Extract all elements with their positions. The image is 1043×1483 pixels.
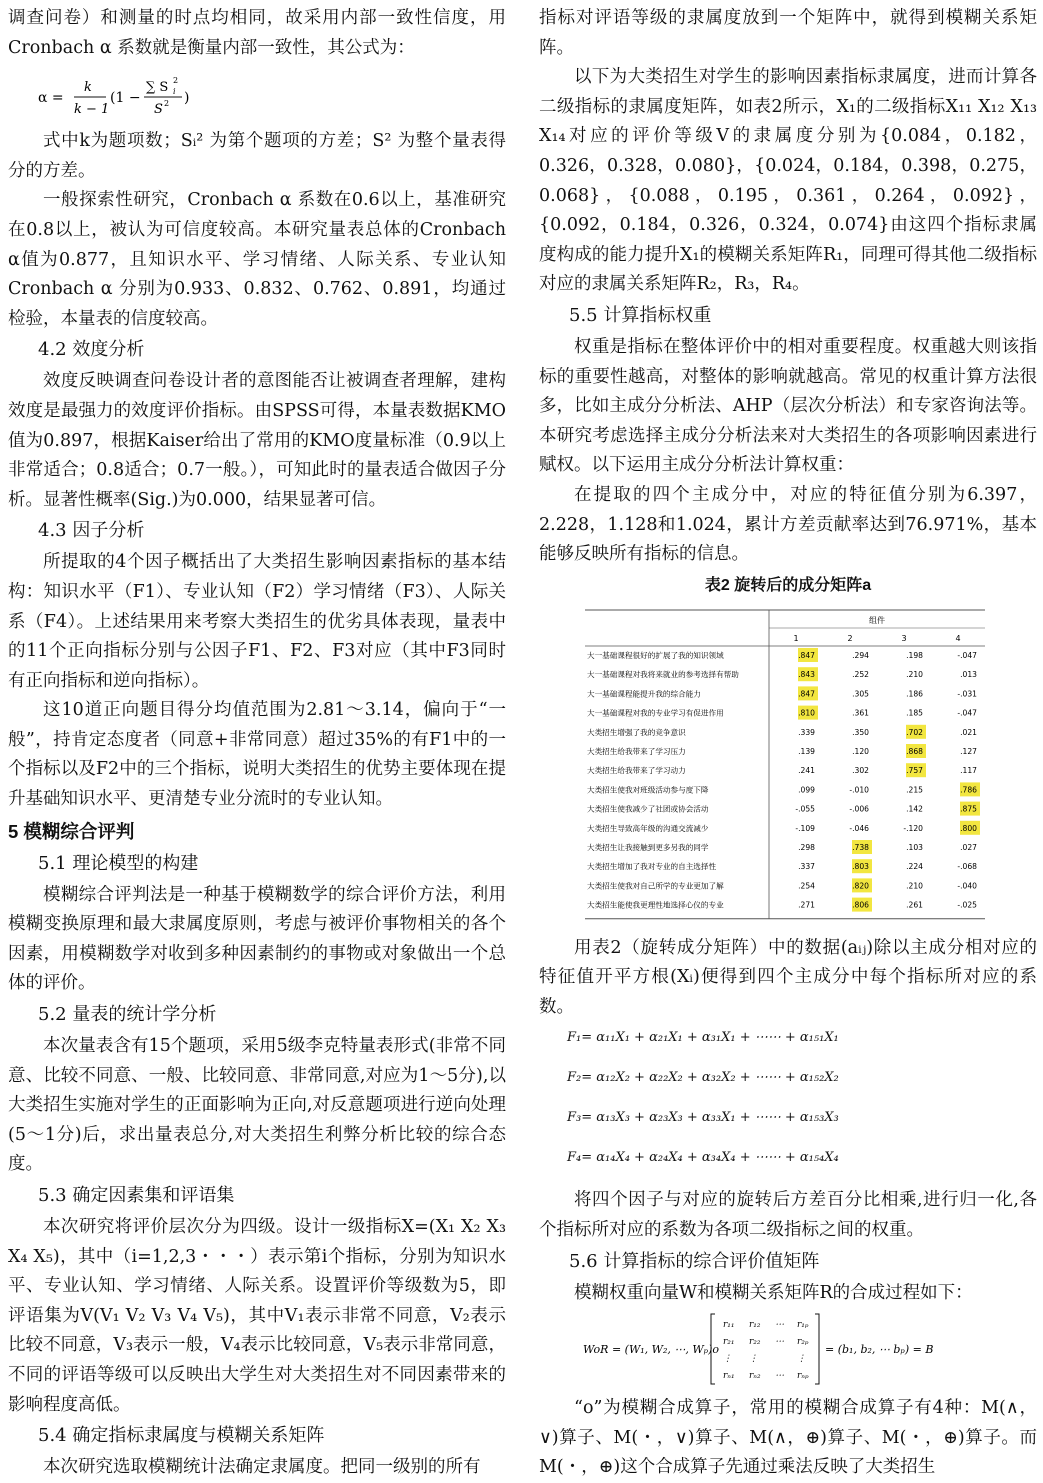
formula-paren-close: ) — [184, 90, 190, 107]
formula-paren-open: (1 − — [110, 90, 141, 107]
table-cell: .806 — [852, 900, 869, 910]
table-cell: .738 — [852, 842, 869, 852]
table-cell: .350 — [852, 727, 869, 737]
matrix-cell: ⋯ — [775, 1371, 784, 1382]
paragraph: 式中k为题项数；Sᵢ² 为第个题项的方差；S² 为整个量表得分的方差。 — [8, 131, 506, 181]
table-cell: -.068 — [957, 861, 977, 871]
chapter-heading: 5 模糊综合评判 — [8, 820, 135, 842]
table-cell: .021 — [960, 727, 977, 737]
table-column-header: 4 — [955, 633, 961, 643]
table-row-label: 大类招生让我接触到更多另我的同学 — [587, 842, 709, 852]
table-cell: .117 — [960, 765, 977, 775]
table-cell: .847 — [798, 689, 815, 699]
table-cell: .875 — [960, 804, 977, 814]
table-row-label: 大一基础课程对我将来就业的参考选择有帮助 — [587, 669, 739, 679]
table-cell: .843 — [798, 669, 815, 679]
table-cell: -.109 — [795, 823, 815, 833]
table-cell: .847 — [798, 650, 815, 660]
table-cell: .215 — [906, 785, 923, 795]
matrix-cell: r₂ₚ — [797, 1337, 809, 1348]
table-cell: .820 — [852, 881, 869, 891]
section-heading: 5.4 确定指标隶属度与模糊关系矩阵 — [38, 1425, 325, 1447]
table-row-label: 大一基础课程很好的扩展了我的知识领域 — [587, 650, 724, 660]
matrix-cell: ⋮ — [723, 1354, 732, 1365]
table-cell: .241 — [798, 765, 815, 775]
matrix-cell: r₂₂ — [749, 1337, 761, 1348]
table-cell: -.025 — [957, 900, 977, 910]
table-cell: -.055 — [795, 804, 815, 814]
table-cell: .185 — [906, 708, 923, 718]
matrix-cell: rₙ₁ — [723, 1371, 735, 1382]
table-cell: .210 — [906, 881, 923, 891]
table-cell: .013 — [960, 669, 977, 679]
table-cell: .224 — [906, 861, 923, 871]
svg-text:2: 2 — [164, 99, 170, 109]
paragraph: 模糊权重向量W和模糊关系矩阵R的合成过程如下： — [574, 1282, 973, 1303]
paragraph: 一般探索性研究，Cronbach α 系数在0.6以上，基准研究在0.8以上，被认为可信度较高。本研究量表总体的Cronbach α值为0.877，且知识水平、学习情绪、人际关系、专业认知Cronbach α 分别为0.933、0.832、0.762、0.891，均通过检验，本量表的信度较高。 — [8, 190, 506, 329]
table-cell: .027 — [960, 842, 977, 852]
section-heading: 5.1 理论模型的构建 — [38, 852, 199, 874]
matrix-lhs: WoR = (W₁, W₂, ⋯, Wₚ)o — [583, 1343, 719, 1357]
matrix-cell: ⋯ — [775, 1320, 784, 1331]
cronbach-formula — [8, 63, 506, 127]
table-row-label: 大一基础课程对我的专业学习有促进作用 — [587, 708, 724, 718]
table-cell: .337 — [798, 861, 815, 871]
paragraph: 用表2（旋转成分矩阵）中的数据(aᵢⱼ)除以主成分相对应的特征值开平方根(Xᵢ)便得到四个主成分中每个指标所对应的系数。 — [539, 937, 1037, 1017]
table-row-label: 大类招生增强了我的竞争意识 — [587, 727, 686, 737]
composition-formula-svg — [539, 1310, 1037, 1388]
svg-text:2: 2 — [173, 76, 179, 86]
table-row-label: 大类招生给我带来了学习压力 — [587, 746, 686, 756]
table-row-label: 大类招生使我对班级活动参与度下降 — [587, 785, 709, 795]
section-heading: 5.2 量表的统计学分析 — [38, 1004, 217, 1026]
matrix-cell: r₁₁ — [723, 1320, 735, 1331]
matrix-cell: ⋮ — [797, 1354, 806, 1365]
formula-k: k — [84, 80, 92, 96]
table-cell: .339 — [798, 727, 815, 737]
table-cell: .803 — [852, 861, 869, 871]
paragraph: “o”为模糊合成算子，常用的模糊合成算子有4种：M(∧，∨)算子、M(・，∨)算子、M(∧，⊕)算子、M(・，⊕)算子。而M(・，⊕)这个合成算子先通过乘法反映了大类招生 — [539, 1398, 1037, 1478]
paragraph: 调查问卷）和测量的时点均相同，故采用内部一致性信度，用Cronbach α 系数就是衡量内部一致性，其公式为： — [8, 8, 506, 58]
table-row-label: 大类招生给我带来了学习动力 — [587, 765, 686, 775]
table-cell: .198 — [906, 650, 923, 660]
table-cell: .261 — [906, 900, 923, 910]
table-column-header: 2 — [847, 633, 853, 643]
paragraph: 指标对评语等级的隶属度放到一个矩阵中，就得到模糊关系矩阵。 — [539, 8, 1037, 58]
paragraph: 权重是指标在整体评价中的相对重要程度。权重越大则该指标的重要性越高，对整体的影响就越高。常见的权重计算方法很多，比如主成分分析法、AHP（层次分析法）和专家咨询法等。本研究考虑选择主成分分析法来对大类招生的各项影响因素进行赋权。以下运用主成分分析法计算权重： — [539, 336, 1037, 476]
paragraph: 本次研究将评价层次分为四级。设计一级指标X=(X₁ X₂ X₃ X₄ X₅)，其中（i=1,2,3・・・）表示第i个指标，分别为知识水平、专业认知、学习情绪、人际关系。设置评价等级数为5，即评语集为V(V₁ V₂ V₃ V₄ V₅)，其中V₁表示非常不同意，V₂表示比较不同意，V₃表示一般，V₄表示比较同意，V₅表示非常同意，不同的评语等级可以反映出大学生对大类招生对不同因素带来的影响程度高低。 — [8, 1217, 506, 1415]
table-cell: .305 — [852, 689, 869, 699]
equation-f3: F₃= α₁₃X₃ + α₂₃X₃ + α₃₃X₁ + ⋯⋯ + α₁₅₃X₃ — [567, 1110, 839, 1126]
paragraph: 将四个因子与对应的旋转后方差百分比相乘,进行归一化,各个指标所对应的系数为各项二级指标之间的权重。 — [539, 1190, 1037, 1241]
table-cell: -.006 — [849, 804, 869, 814]
table-cell: .127 — [960, 746, 977, 756]
paragraph: 在提取的四个主成分中，对应的特征值分别为6.397，2.228，1.128和1.024，累计方差贡献率达到76.971%，基本能够反映所有指标的信息。 — [539, 484, 1037, 565]
table-row-label: 大类招生使我对自己所学的专业更加了解 — [587, 881, 724, 891]
svg-text:i: i — [173, 87, 176, 97]
section-heading: 4.3 因子分析 — [38, 520, 145, 542]
table-row-label: 大类招生导致高年级的沟通交流减少 — [587, 823, 709, 833]
table-cell: .252 — [852, 669, 869, 679]
equation-f2: F₂= α₁₂X₂ + α₂₂X₂ + α₃₂X₂ + ⋯⋯ + α₁₅₂X₂ — [567, 1070, 839, 1086]
section-heading: 5.5 计算指标权重 — [569, 304, 712, 326]
section-heading: 5.3 确定因素集和评语集 — [38, 1185, 235, 1206]
table-title: 表2 旋转后的成分矩阵a — [704, 576, 872, 594]
table-group-header: 组件 — [869, 615, 885, 625]
factor-equations — [539, 1022, 1037, 1186]
table-cell: .103 — [906, 842, 923, 852]
table-cell: .120 — [852, 746, 869, 756]
matrix-rhs: = (b₁, b₂, ⋯ bₚ) = B — [825, 1343, 934, 1357]
formula-sum: ∑ S — [146, 80, 169, 96]
paragraph: 本次研究选取模糊统计法确定隶属度。把同一级别的所有 — [43, 1457, 481, 1478]
table-cell: .786 — [960, 785, 977, 795]
left-column — [8, 4, 506, 1483]
table-cell: .099 — [798, 785, 815, 795]
matrix-cell: r₁ₚ — [797, 1320, 809, 1331]
table-cell: .810 — [798, 708, 815, 718]
formula-lhs: α = — [38, 90, 64, 107]
table-cell: .294 — [852, 650, 869, 660]
table-svg — [585, 604, 985, 934]
table-cell: -.047 — [957, 708, 977, 718]
table-cell: -.040 — [957, 881, 977, 891]
matrix-cell: r₂₁ — [723, 1337, 735, 1348]
composition-formula — [539, 1310, 1037, 1388]
table-cell: .254 — [798, 881, 815, 891]
table-cell: .302 — [852, 765, 869, 775]
table-cell: .186 — [906, 689, 923, 699]
table-cell: -.047 — [957, 650, 977, 660]
table-row-label: 大类招生能使我更理性地选择心仪的专业 — [587, 900, 724, 910]
rotated-component-matrix-table — [585, 604, 985, 934]
right-column — [539, 4, 1037, 1483]
matrix-cell: ⋮ — [749, 1354, 758, 1365]
matrix-cell: r₁₂ — [749, 1320, 761, 1331]
matrix-bracket-right — [815, 1314, 819, 1384]
table-cell: .361 — [852, 708, 869, 718]
paragraph: 以下为大类招生对学生的影响因素指标隶属度，进而计算各二级指标的隶属度矩阵，如表2所示，X₁的二级指标X₁₁ X₁₂ X₁₃ X₁₄对应的评价等级V的隶属度分别为{0.084，0.182，0.326，0.328，0.080}，{0.024，0.184，0.398，0.275，0.068}，{0.088，0.195，0.361，0.264，0.092}，{0.092，0.184，0.326，0.324，0.074}由这四个指标隶属度构成的能力提升X₁的模糊关系矩阵R₁，同理可得其他二级指标对应的隶属关系矩阵R₂，R₃，R₄。 — [539, 67, 1037, 295]
table-cell: .757 — [906, 765, 923, 775]
paragraph: 模糊综合评判法是一种基于模糊数学的综合评价方法，利用模糊变换原理和最大隶属度原则，考虑与被评价事物相关的各个因素，用模糊数学对收到多种因素制约的事物或对象做出一个总体的评价。 — [8, 884, 506, 994]
formula-s2: S — [154, 102, 163, 118]
table-cell: .210 — [906, 669, 923, 679]
table-cell: .702 — [906, 727, 923, 737]
table-cell: -.120 — [903, 823, 923, 833]
cronbach-formula-svg — [38, 69, 298, 125]
formula-k-minus-1: k − 1 — [74, 102, 110, 118]
equation-f4: F₄= α₁₄X₄ + α₂₄X₄ + α₃₄X₄ + ⋯⋯ + α₁₅₄X₄ — [567, 1150, 839, 1166]
paragraph: 这10道正向题目得分均值范围为2.81～3.14，偏向于“一般”，持肯定态度者（同意+非常同意）超过35%的有F1中的一个指标以及F2中的三个指标，说明大类招生的优势主要体现在提升基础知识水平、更清楚专业分流时的专业认知。 — [8, 700, 506, 810]
table-row-label: 大类招生使我减少了社团或协会活动 — [587, 804, 709, 814]
table-cell: .800 — [960, 823, 977, 833]
table-cell: -.010 — [849, 785, 869, 795]
paragraph: 效度反映调查问卷设计者的意图能否让被调查者理解，建构效度是最强力的效度评价指标。由SPSS可得，本量表数据KMO值为0.897，根据Kaiser给出了常用的KMO度量标准（0.9以上非常适合；0.8适合；0.7一般。），可知此时的量表适合做因子分析。显著性概率(Sig.)为0.000，结果显著可信。 — [8, 371, 506, 510]
table-row-label: 大类招生增加了我对专业的自主选择性 — [587, 861, 717, 871]
table-cell: .139 — [798, 746, 815, 756]
section-heading: 5.6 计算指标的综合评价值矩阵 — [569, 1250, 820, 1272]
table-cell: .142 — [906, 804, 923, 814]
matrix-cell: rₙ₂ — [749, 1371, 761, 1382]
table-cell: .298 — [798, 842, 815, 852]
table-cell: -.031 — [957, 689, 977, 699]
paragraph: 本次量表含有15个题项，采用5级李克特量表形式(非常不同意、比较不同意、一般、比较同意、非常同意,对应为1～5分),以大类招生实施对学生的正面影响为正向,对反意题项进行逆向处理(5～1分)后，求出量表总分,对大类招生利弊分析比较的综合态度。 — [8, 1036, 506, 1175]
matrix-cell: rₙₚ — [797, 1371, 809, 1382]
table-cell: .271 — [798, 900, 815, 910]
table-cell: -.046 — [849, 823, 869, 833]
matrix-cell: ⋯ — [775, 1337, 784, 1348]
table-cell: .868 — [906, 746, 923, 756]
table-column-header: 3 — [901, 633, 907, 643]
equation-f1: F₁= α₁₁X₁ + α₂₁X₁ + α₃₁X₁ + ⋯⋯ + α₁₅₁X₁ — [567, 1030, 839, 1046]
paragraph: 所提取的4个因子概括出了大类招生影响因素指标的基本结构：知识水平（F1）、专业认知（F2）学习情绪（F3）、人际关系（F4）。上述结果用来考察大类招生的优劣具体表现，量表中的11个正向指标分别与公因子F1、F2、F3对应（其中F3同时有正向指标和逆向指标）。 — [8, 552, 506, 691]
table-column-header: 1 — [793, 633, 799, 643]
section-heading: 4.2 效度分析 — [38, 339, 145, 361]
table-row-label: 大一基础课程能提升我的综合能力 — [587, 689, 701, 699]
